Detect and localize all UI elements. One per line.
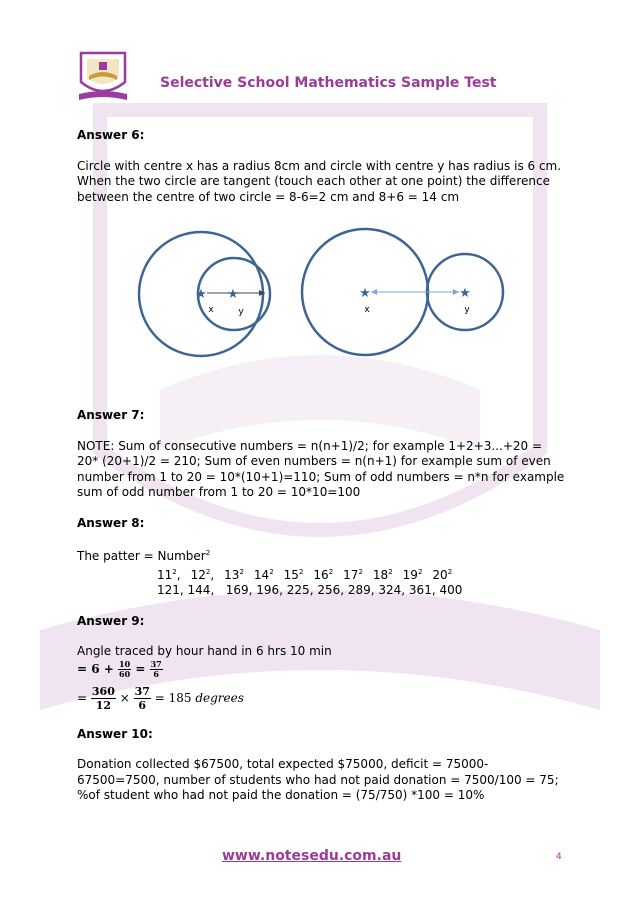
answer-8-squares-a: 121, 144,	[157, 583, 215, 597]
star-x-right: ★	[359, 286, 371, 301]
eq2-result: = 185	[154, 690, 192, 705]
star-y-left: ★	[227, 287, 239, 302]
website-link[interactable]: www.notesedu.com.au	[222, 848, 402, 864]
eq2-num-1: 360	[91, 684, 115, 698]
power-term	[191, 565, 215, 584]
power-exponent: 2	[239, 567, 244, 576]
power-exponent: 2	[328, 567, 334, 576]
power-base: 19	[402, 567, 418, 582]
answer-6-text: Circle with centre x has a radius 8cm and circle with centre y has radius is 6 cm. When the two circle are tangent (touch each other at one point) the difference between the centre of two circle = 8-6=2 cm and 8+6 = 14 cm	[77, 158, 562, 204]
answer-8-intro-sup: 2	[205, 549, 211, 557]
eq2-prefix: =	[77, 690, 88, 705]
eq1-prefix: = 6 +	[77, 661, 114, 676]
star-x-left: ★	[195, 287, 207, 302]
label-x-right: x	[364, 305, 370, 315]
label-y-right: y	[464, 305, 470, 315]
power-term	[373, 565, 393, 584]
power-base: 15	[283, 567, 299, 582]
answer-8-intro-text: The patter = Number	[77, 549, 206, 563]
power-base: 12	[190, 567, 206, 582]
internal-tangent-circles	[139, 232, 270, 356]
eq2-fraction-2	[134, 685, 151, 712]
power-exponent: 2	[298, 567, 304, 576]
eq1-num-1: 10	[119, 658, 131, 669]
eq1-equals: =	[135, 661, 146, 676]
answer-8-squares	[77, 583, 567, 599]
power-term	[254, 565, 274, 584]
eq1-fraction-2	[150, 660, 163, 679]
power-exponent: 2	[417, 567, 423, 576]
power-exponent: 2	[205, 567, 211, 576]
power-base: 14	[253, 567, 270, 582]
power-base: 20	[432, 567, 448, 582]
power-term	[432, 565, 452, 584]
power-term	[157, 565, 181, 584]
answer-6-heading: Answer 6:	[77, 128, 145, 142]
power-exponent: 2	[358, 567, 363, 576]
external-tangent-circles	[302, 229, 503, 355]
school-crest-logo	[75, 50, 131, 106]
star-y-right: ★	[459, 286, 471, 301]
answer-10-text: Donation collected $67500, total expected $75000, deficit = 75000-67500=7500, number of students who had not paid donation = 7500/100 = 75; %of student who had not paid the donation = (75/750) *100 = 10%	[77, 757, 559, 802]
power-base: 16	[313, 567, 329, 582]
tangent-circles-diagram	[137, 208, 517, 383]
label-y-left: y	[238, 307, 244, 317]
power-separator: ,	[210, 567, 215, 582]
answer-7-text: NOTE: Sum of consecutive numbers = n(n+1)/2; for example 1+2+3...+20 = 20* (20+1)/2 = 210; Sum of even numbers = n(n+1) for example sum of even number from 1 to 20 = 10*(10+1)=110; Sum of odd numbers = n*n for example sum of odd number from 1 to 20 = 10*10=100	[77, 438, 565, 499]
answer-8-intro	[77, 546, 567, 565]
power-term	[403, 565, 423, 584]
power-term	[313, 565, 333, 584]
power-base: 18	[372, 567, 389, 582]
label-x-left: x	[208, 305, 214, 315]
answer-9-equation-2	[77, 685, 567, 712]
answer-9-equation-1	[77, 660, 567, 679]
arrow-head-right	[453, 289, 459, 295]
answer-9-heading: Answer 9:	[77, 613, 145, 628]
answer-9-intro: Angle traced by hour hand in 6 hrs 10 min	[77, 644, 332, 658]
power-exponent: 2	[172, 567, 177, 576]
eq2-num-2: 37	[134, 684, 150, 698]
power-base: 17	[343, 567, 359, 582]
answer-8-squares-b: 169, 196, 225, 256, 289, 324, 361, 400	[225, 583, 463, 597]
page-number: 4	[556, 852, 562, 862]
power-base: 13	[224, 567, 240, 582]
eq2-fraction-1	[91, 685, 116, 712]
answer-10-heading: Answer 10:	[77, 726, 153, 741]
power-term	[224, 565, 244, 584]
eq1-fraction-1	[118, 660, 131, 679]
eq2-den-1: 12	[95, 698, 112, 712]
power-exponent: 2	[388, 567, 393, 576]
eq1-num-2: 37	[150, 658, 162, 669]
power-exponent: 2	[269, 567, 274, 576]
eq1-den-2: 6	[153, 668, 159, 679]
answer-7-heading: Answer 7:	[77, 408, 145, 422]
power-term	[343, 565, 363, 584]
power-term	[284, 565, 304, 584]
eq2-den-2: 6	[138, 698, 147, 712]
power-base: 11	[157, 567, 173, 582]
eq2-unit: degrees	[195, 690, 244, 705]
document-title: Selective School Mathematics Sample Test	[160, 75, 497, 91]
arrow-head-left-end	[371, 289, 377, 295]
eq2-times: ×	[119, 690, 130, 705]
answer-8-powers-row	[77, 565, 567, 584]
answer-8-heading: Answer 8:	[77, 515, 145, 530]
power-exponent: 2	[447, 567, 453, 576]
eq1-den-1: 60	[119, 668, 131, 679]
power-separator: ,	[176, 567, 181, 582]
